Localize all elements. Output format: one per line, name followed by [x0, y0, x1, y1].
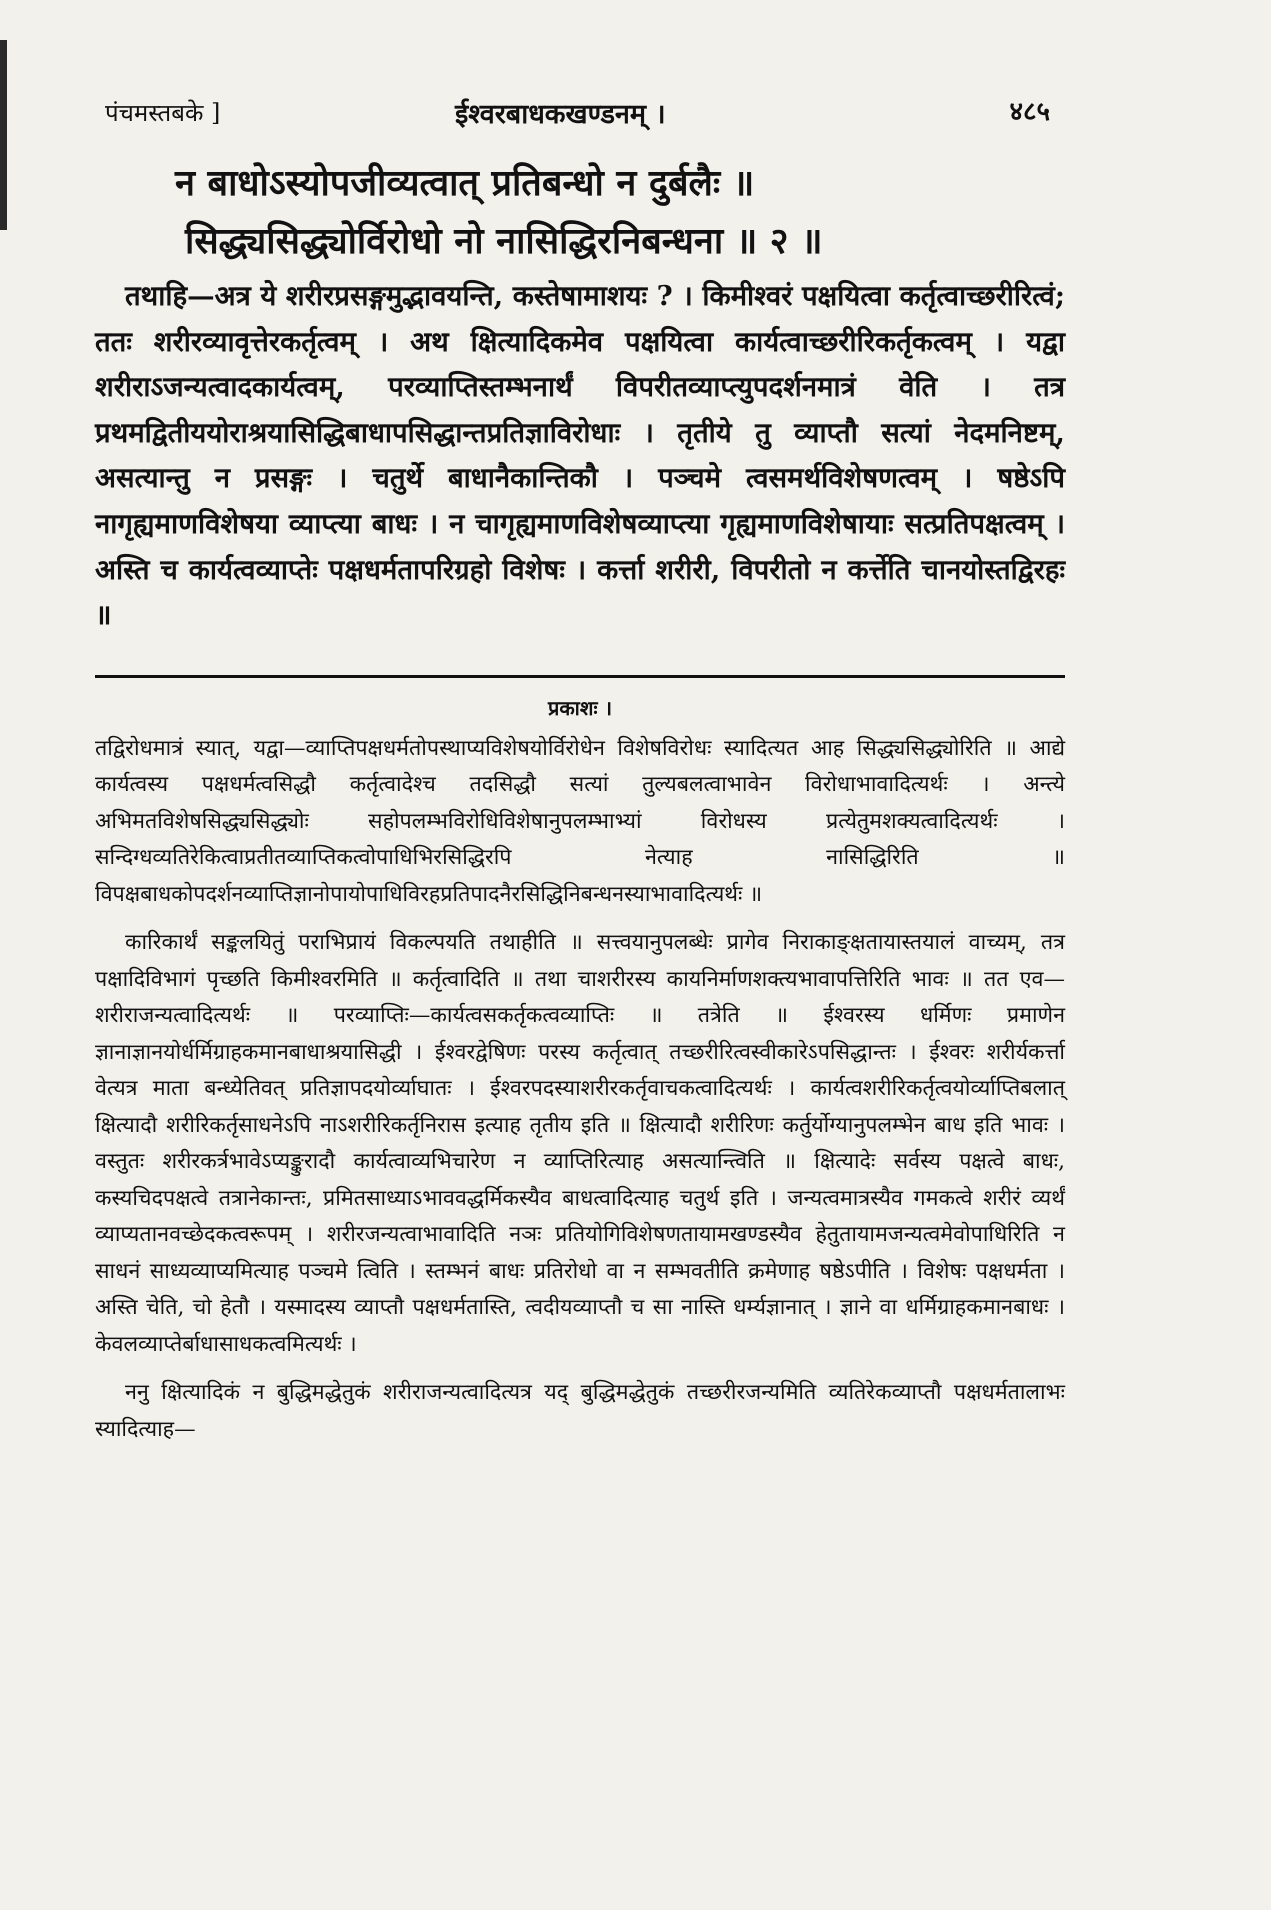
chapter-title: ईश्वरबाधकखण्डनम् । — [455, 99, 666, 130]
prakasha-paragraph: कारिकार्थं सङ्कलयितुं पराभिप्रायं विकल्पयति तथाहीति ॥ सत्त्वयानुपलब्धेः प्रागेव निराकाङ्क्षतायास्तयालं वाच्यम्, तत्र पक्षादिविभागं पृच्छति किमीश्वरमिति ॥ कर्तृत्वादिति ॥ तथा चाशरीरस्य कायनिर्माणशक्त्यभावापत्तिरिति भावः ॥ तत एव—शरीराजन्यत्वादित्यर्थः ॥ परव्याप्तिः—कार्यत्वसकर्तृकत्वव्याप्तिः ॥ तत्रेति ॥ ईश्वरस्य धर्मिणः प्रमाणेन ज्ञानाज्ञानयोर्धर्मिग्राहकमानबाधाश्रयासिद्धी । ईश्वरद्वेषिणः परस्य कर्तृत्वात् तच्छरीरित्वस्वीकारेऽपसिद्धान्तः । ईश्वरः शरीर्यकर्त्ता वेत्यत्र माता बन्ध्येतिवत् प्रतिज्ञापदयोर्व्याघातः । ईश्वरपदस्याशरीरकर्तृवाचकत्वादित्यर्थः । कार्यत्वशरीरिकर्तृत्वयोर्व्याप्तिबलात् क्षित्यादौ शरीरिकर्तृसाधनेऽपि नाऽशरीरिकर्तृनिरास इत्याह तृतीय इति ॥ क्षित्यादौ शरीरिणः कर्तुर्योग्यानुपलम्भेन बाध इति भावः । वस्तुतः शरीरकर्त्रभावेऽप्यङ्कुरादौ कार्यत्वाव्यभिचारेण न व्याप्तिरित्याह असत्यान्त्विति ॥ क्षित्यादेः सर्वस्य पक्षत्वे बाधः, कस्यचिदपक्षत्वे तत्रानेकान्तः, प्रमितसाध्याऽभाववद्धर्मिकस्यैव बाधत्वादित्याह चतुर्थ इति । जन्यत्वमात्रस्यैव गमकत्वे शरीरं व्यर्थं व्याप्यतानवच्छेदकत्वरूपम् । शरीरजन्यत्वाभावादिति नञः प्रतियोगिविशेषणतायामखण्डस्यैव हेतुतायामजन्यत्वमेवोपाधिरिति न साधनं साध्यव्याप्यमित्याह पञ्चमे त्विति । स्तम्भनं बाधः प्रतिरोधो वा न सम्भवतीति क्रमेणाह षष्ठेऽपीति । विशेषः पक्षधर्मता । अस्ति चेति, चो हेतौ । यस्मादस्य व्याप्तौ पक्षधर्मतास्ति, त्वदीयव्याप्तौ च सा नास्ति धर्म्यज्ञानात् । ज्ञाने वा धर्मिग्राहकमानबाधः । केवलव्याप्तेर्बाधासाधकत्वमित्यर्थः । — [95, 930, 1065, 1357]
verse-line-1: न बाधोऽस्योपजीव्यत्वात् प्रतिबन्धो न दुर्बलैः ॥ — [175, 162, 755, 204]
commentary-text: तथाहि—अत्र ये शरीरप्रसङ्गमुद्भावयन्ति, कस्तेषामाशयः ? । किमीश्वरं पक्षयित्वा कर्तृत्वाच्छरीरित्वं; ततः शरीरव्यावृत्तेरकर्तृत्वम् । अथ क्षित्यादिकमेव पक्षयित्वा कार्यत्वाच्छरीरिकर्तृकत्वम् । यद्वा शरीराऽजन्यत्वादकार्यत्वम्, परव्याप्तिस्तम्भनार्थं विपरीतव्याप्त्युपदर्शनमात्रं वेति । तत्र प्रथमद्वितीययोराश्रयासिद्धिबाधापसिद्धान्तप्रतिज्ञाविरोधाः । तृतीये तु व्याप्तौ सत्यां नेदमनिष्टम्, असत्यान्तु न प्रसङ्गः । चतुर्थे बाधानैकान्तिकौ । पञ्चमे त्वसमर्थविशेषणत्वम् । षष्ठेऽपि नागृह्यमाणविशेषया व्याप्त्या बाधः । न चागृह्यमाणविशेषव्याप्त्या गृह्यमाणविशेषायाः सत्प्रतिपक्षत्वम् । अस्ति च कार्यत्वव्याप्तेः पक्षधर्मतापरिग्रहो विशेषः । कर्त्ता शरीरी, विपरीतो न कर्त्तेति चानयोस्तद्विरहः ॥ — [95, 280, 1065, 632]
page — [95, 80, 1065, 1460]
page-number: ४८५ — [1009, 97, 1050, 127]
running-header — [95, 80, 1065, 130]
karika-verse — [95, 154, 1065, 270]
prakasha-paragraph: तद्विरोधमात्रं स्यात्, यद्वा—व्याप्तिपक्षधर्मतोपस्थाप्यविशेषयोर्विरोधेन विशेषविरोधः स्यादित्यत आह सिद्ध्यसिद्ध्योरिति ॥ आद्ये कार्यत्वस्य पक्षधर्मत्वसिद्धौ कर्तृत्वादेश्च तदसिद्धौ सत्यां तुल्यबलत्वाभावेन विरोधाभावादित्यर्थः । अन्त्ये अभिमतविशेषसिद्ध्यसिद्ध्योः सहोपलम्भविरोधिविशेषानुपलम्भाभ्यां विरोधस्य प्रत्येतुमशक्यत्वादित्यर्थः । सन्दिग्धव्यतिरेकित्वाप्रतीतव्याप्तिकत्वोपाधिभिरसिद्धिरपि नेत्याह नासिद्धिरिति ॥ विपक्षबाधकोपदर्शनव्याप्तिज्ञानोपायोपाधिविरहप्रतिपादनैरसिद्धिनिबन्धनस्याभावादित्यर्थः ॥ — [95, 735, 1065, 907]
prakasha-heading: प्रकाशः । — [547, 695, 613, 720]
verse-line-2: सिद्ध्यसिद्ध्योर्विरोधो नो नासिद्धिरनिबन्धना ॥ २ ॥ — [185, 220, 823, 262]
binding-edge — [0, 40, 7, 230]
prakasha-paragraph: ननु क्षित्यादिकं न बुद्धिमद्धेतुकं शरीराजन्यत्वादित्यत्र यद् बुद्धिमद्धेतुकं तच्छरीरजन्यमिति व्यतिरेकव्याप्तौ पक्षधर्मतालाभः स्यादित्याह— — [95, 1380, 1065, 1442]
prakasha-body — [95, 731, 1065, 1449]
section-name: पंचमस्तबके ] — [105, 99, 221, 127]
section-divider — [95, 675, 1065, 678]
